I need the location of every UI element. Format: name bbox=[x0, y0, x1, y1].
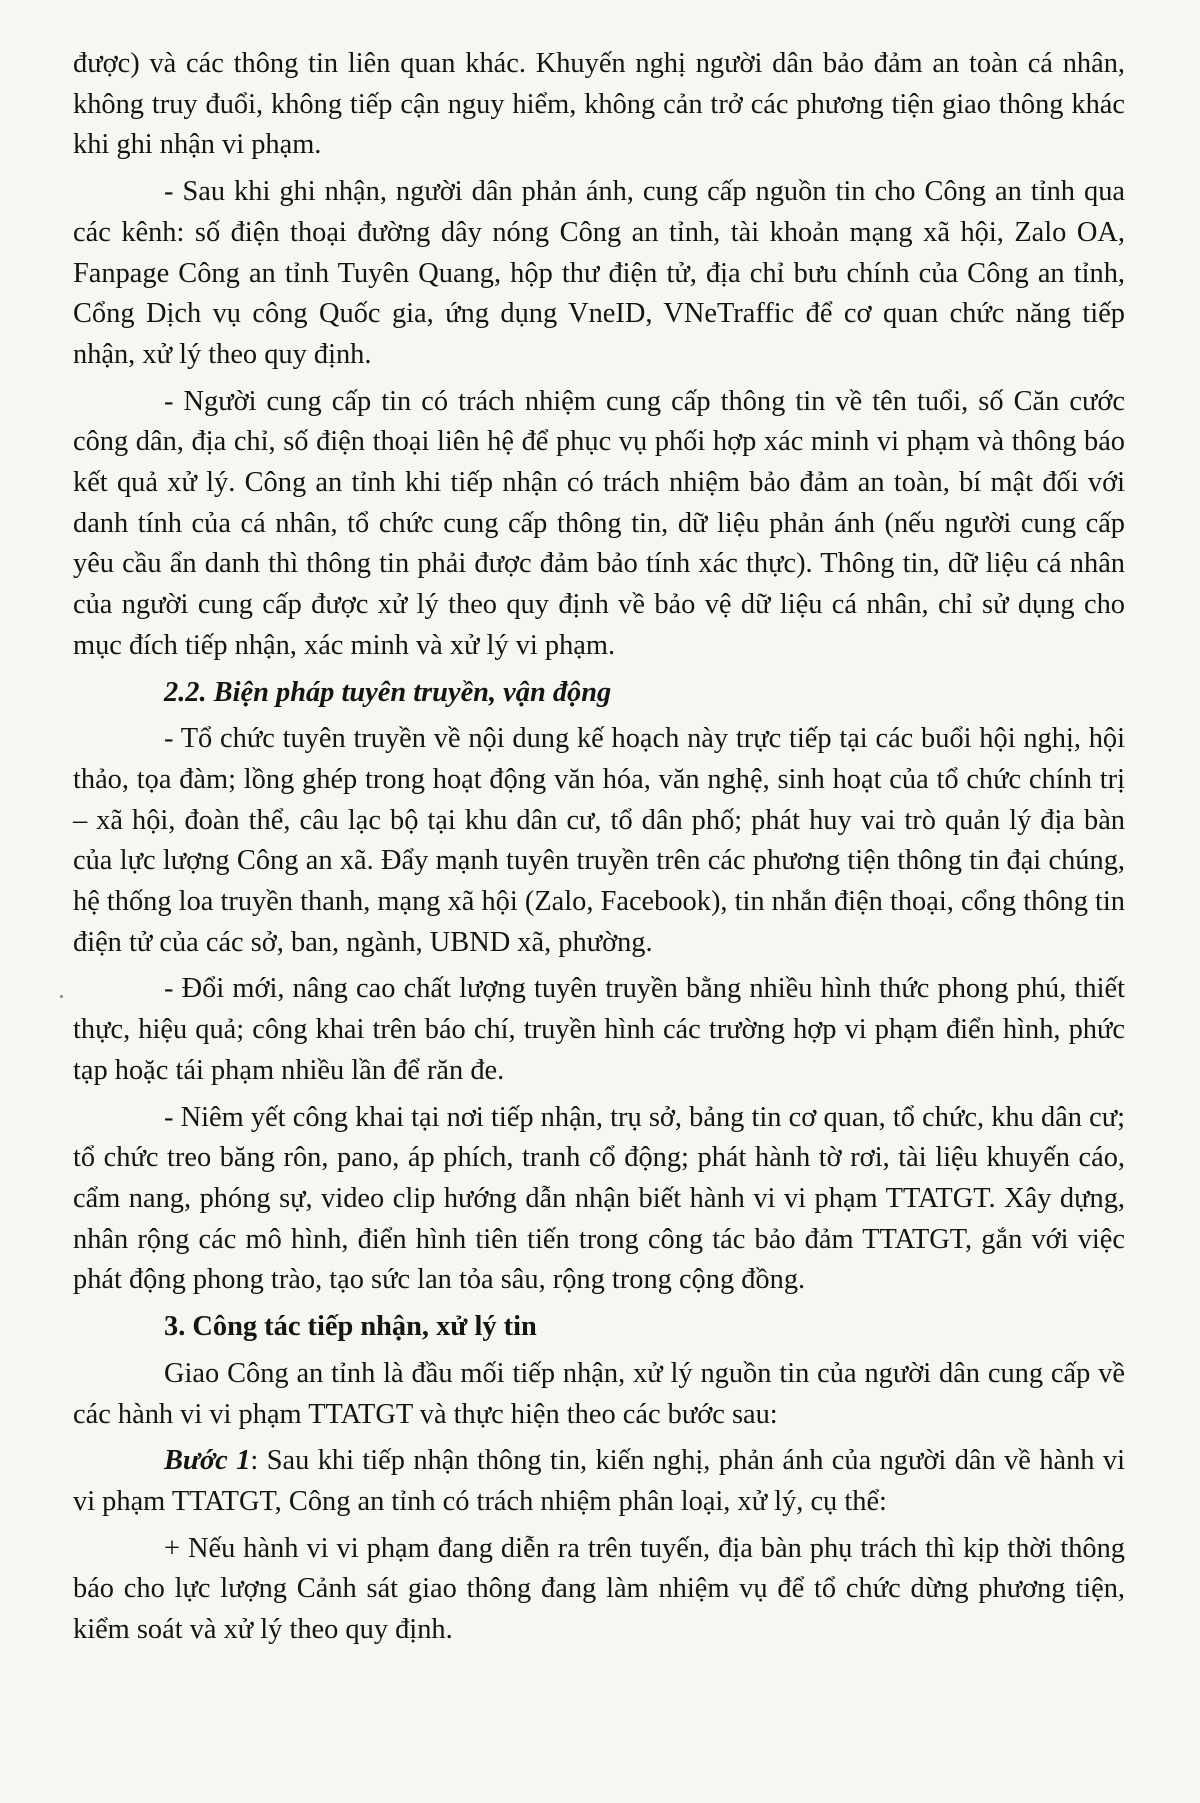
paragraph-step-1 bbox=[73, 1441, 1125, 1522]
paragraph-informant-responsibility: - Người cung cấp tin có trách nhiệm cung cấp thông tin về tên tuổi, số Căn cước công dân, địa chỉ, số điện thoại liên hệ để phục vụ phối hợp xác minh vi phạm và thông báo kết quả xử lý. Công an tỉnh khi tiếp nhận có trách nhiệm bảo đảm an toàn, bí mật đối với danh tính của cá nhân, tổ chức cung cấp thông tin, dữ liệu phản ánh (nếu người cung cấp yêu cầu ẩn danh thì thông tin phải được đảm bảo tính xác thực). Thông tin, dữ liệu cá nhân của người cung cấp được xử lý theo quy định về bảo vệ dữ liệu cá nhân, chỉ sử dụng cho mục đích tiếp nhận, xác minh và xử lý vi phạm. bbox=[73, 385, 1125, 661]
step-1-text: : Sau khi tiếp nhận thông tin, kiến nghị, phản ánh của người dân về hành vi vi phạm TTATGT, Công an tỉnh có trách nhiệm phân loại, xử lý, cụ thể: bbox=[73, 1445, 1125, 1517]
paragraph-propaganda-organization: - Tổ chức tuyên truyền về nội dung kế hoạch này trực tiếp tại các buổi hội nghị, hội thảo, tọa đàm; lồng ghép trong hoạt động văn hóa, văn nghệ, sinh hoạt của tổ chức chính trị – xã hội, đoàn thể, câu lạc bộ tại khu dân cư, tổ dân phố; phát huy vai trò quản lý địa bàn của lực lượng Công an xã. Đẩy mạnh tuyên truyền trên các phương tiện thông tin đại chúng, hệ thống loa truyền thanh, mạng xã hội (Zalo, Facebook), tin nhắn điện thoại, cổng thông tin điện tử của các sở, ban, ngành, UBND xã, phường. bbox=[73, 723, 1125, 958]
paragraph-police-focal-point: Giao Công an tỉnh là đầu mối tiếp nhận, xử lý nguồn tin của người dân cung cấp về các hành vi vi phạm TTATGT và thực hiện theo các bước sau: bbox=[73, 1357, 1125, 1430]
scan-speck bbox=[60, 995, 63, 998]
section-heading-2-2: 2.2. Biện pháp tuyên truyền, vận động bbox=[164, 676, 612, 708]
paragraph-reporting-channels: - Sau khi ghi nhận, người dân phản ánh, cung cấp nguồn tin cho Công an tỉnh qua các kênh: số điện thoại đường dây nóng Công an tỉnh, tài khoản mạng xã hội, Zalo OA, Fanpage Công an tỉnh Tuyên Quang, hộp thư điện tử, địa chỉ bưu chính của Công an tỉnh, Cổng Dịch vụ công Quốc gia, ứng dụng VneID, VNeTraffic để cơ quan chức năng tiếp nhận, xử lý theo quy định. bbox=[73, 176, 1125, 370]
step-1-label: Bước 1 bbox=[164, 1445, 251, 1477]
section-heading-3: 3. Công tác tiếp nhận, xử lý tin bbox=[164, 1311, 537, 1343]
paragraph-continued: được) và các thông tin liên quan khác. Khuyến nghị người dân bảo đảm an toàn cá nhân, không truy đuổi, không tiếp cận nguy hiểm, không cản trở các phương tiện giao thông khác khi ghi nhận vi phạm. bbox=[73, 48, 1125, 161]
paragraph-propaganda-quality: - Đổi mới, nâng cao chất lượng tuyên truyền bằng nhiều hình thức phong phú, thiết thực, hiệu quả; công khai trên báo chí, truyền hình các trường hợp vi phạm điển hình, phức tạp hoặc tái phạm nhiều lần để răn đe. bbox=[73, 973, 1125, 1086]
document-page bbox=[73, 44, 1125, 1657]
paragraph-step-1-case-a: + Nếu hành vi vi phạm đang diễn ra trên tuyến, địa bàn phụ trách thì kịp thời thông báo cho lực lượng Cảnh sát giao thông đang làm nhiệm vụ để tổ chức dừng phương tiện, kiểm soát và xử lý theo quy định. bbox=[73, 1532, 1125, 1646]
paragraph-public-posting: - Niêm yết công khai tại nơi tiếp nhận, trụ sở, bảng tin cơ quan, tổ chức, khu dân cư; tổ chức treo băng rôn, pano, áp phích, tranh cổ động; phát hành tờ rơi, tài liệu khuyến cáo, cẩm nang, phóng sự, video clip hướng dẫn nhận biết hành vi vi phạm TTATGT. Xây dựng, nhân rộng các mô hình, điển hình tiên tiến trong công tác bảo đảm TTATGT, gắn với việc phát động phong trào, tạo sức lan tỏa sâu, rộng trong cộng đồng. bbox=[73, 1101, 1125, 1296]
